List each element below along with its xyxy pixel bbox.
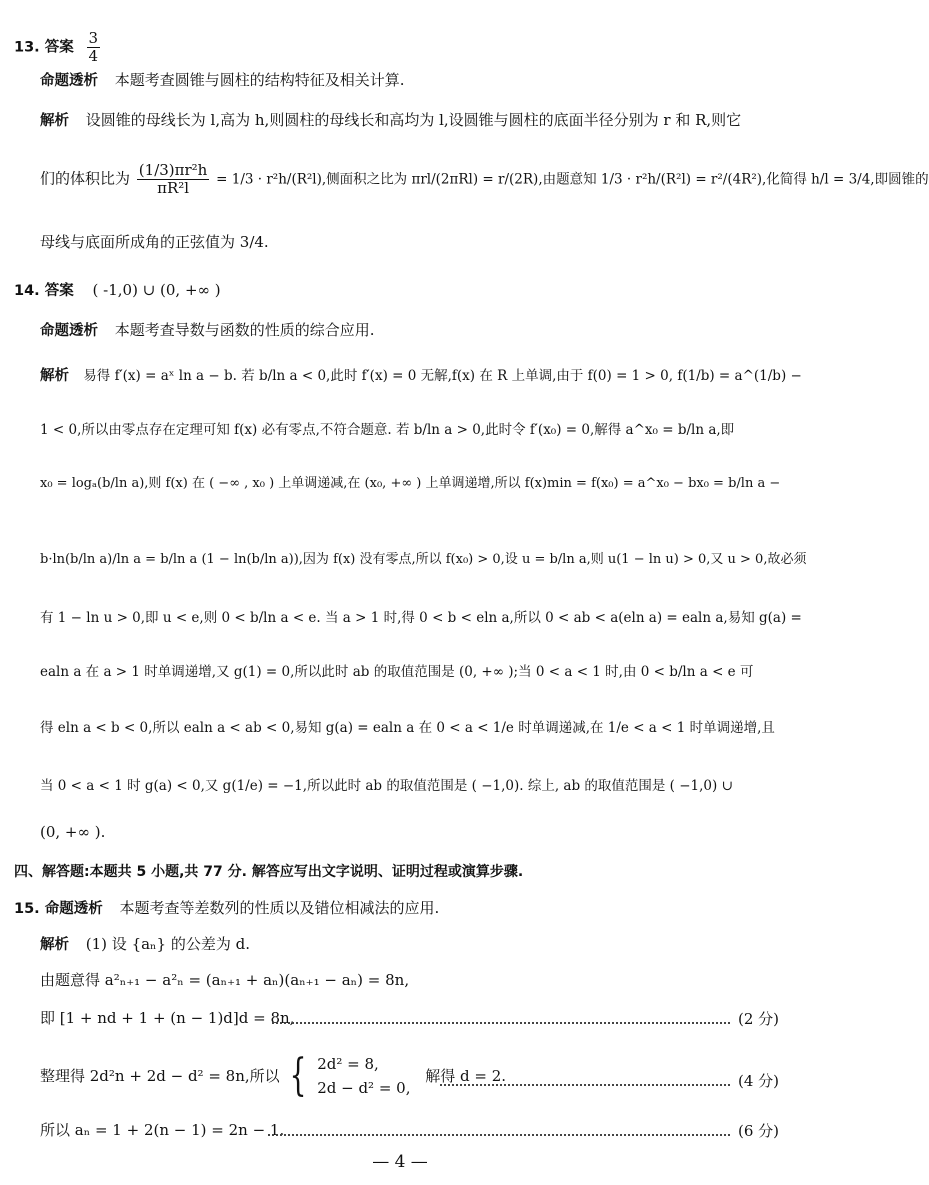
q14-analysis-label: 解析 xyxy=(40,368,69,384)
q13-insight-line xyxy=(40,70,840,91)
q13-analysis-line1 xyxy=(40,110,840,131)
leader-dots xyxy=(440,1084,730,1086)
q14-line-1: 1 < 0,所以由零点存在定理可知 f(x) 必有零点,不符合题意. 若 b/ln a > 0,此时令 f′(x₀) = 0,解得 a^x₀ = b/ln a,即 xyxy=(40,422,735,438)
q14-label: 14. 答案 xyxy=(14,283,74,299)
q15-line-c-pre: 整理得 2d²n + 2d − d² = 8n,所以 xyxy=(40,1067,280,1085)
q13-answer xyxy=(87,30,101,65)
q15-insight: 本题考查等差数列的性质以及错位相减法的应用. xyxy=(119,899,440,917)
q15-line-c-post: 解得 d = 2. xyxy=(425,1067,507,1085)
system-eq-2: 2d − d² = 0, xyxy=(317,1079,411,1097)
q14-header xyxy=(14,280,814,301)
q14-line-3: b·ln(b/ln a)/ln a = b/ln a (1 − ln(b/ln a)),因为 f(x) 没有零点,所以 f(x₀) > 0,设 u = b/ln a,则 u(1 − ln u) > 0,又 u > 0,故必须 xyxy=(40,552,807,567)
q15-line-d: 所以 aₙ = 1 + 2(n − 1) = 2n − 1. xyxy=(40,1121,285,1139)
q14-line-6: 得 eln a < b < 0,所以 ealn a < ab < 0,易知 g(a) = ealn a 在 0 < a < 1/e 时单调递减,在 1/e < a < 1 时单调递增,且 xyxy=(40,720,775,736)
q13-analysis-line3: 母线与底面所成角的正弦值为 3/4. xyxy=(40,233,269,251)
q13-analysis-line2 xyxy=(40,161,929,197)
q14-answer: ( -1,0) ∪ (0, +∞ ) xyxy=(92,281,221,299)
leader-dots xyxy=(272,1022,730,1024)
q13-answer-num: 3 xyxy=(88,29,99,47)
q13-answer-den: 4 xyxy=(88,47,99,65)
q15-header xyxy=(14,898,814,919)
q13-line2-a: 们的体积比为 xyxy=(40,169,131,188)
q15-part1: (1) 设 {aₙ} 的公差为 d. xyxy=(85,935,250,953)
q13-insight: 本题考查圆锥与圆柱的结构特征及相关计算. xyxy=(114,71,405,89)
q14-insight-label: 命题透析 xyxy=(40,323,98,339)
q15-analysis-label: 解析 xyxy=(40,937,69,953)
q15-line-a: 由题意得 a²ₙ₊₁ − a²ₙ = (aₙ₊₁ + aₙ)(aₙ₊₁ − aₙ) = 8n, xyxy=(40,971,410,989)
q14-line-8: (0, +∞ ). xyxy=(40,823,106,841)
score-6: (6 分) xyxy=(738,1122,780,1140)
q14-line-4: 有 1 − ln u > 0,即 u < e,则 0 < b/ln a < e. 当 a > 1 时,得 0 < b < eln a,所以 0 < ab < a(eln a) = ealn a,易知 g(a) = xyxy=(40,610,802,626)
q14-insight: 本题考查导数与函数的性质的综合应用. xyxy=(114,321,375,339)
q13-label: 13. 答案 xyxy=(14,39,74,56)
q14-line-7: 当 0 < a < 1 时 g(a) < 0,又 g(1/e) = −1,所以此时 ab 的取值范围是 ( −1,0). 综上, ab 的取值范围是 ( −1,0) ∪ xyxy=(40,778,733,794)
score-4: (4 分) xyxy=(738,1072,780,1090)
q13-volume-ratio: $\frac{\text{(1/3)πr²h}}{\text{πR²l}}$ xyxy=(138,161,208,197)
page-number: — 4 — xyxy=(372,1152,428,1172)
section-heading: 四、解答题:本题共 5 小题,共 77 分. 解答应写出文字说明、证明过程或演算步骤. xyxy=(14,864,524,880)
q15-label: 15. 命题透析 xyxy=(14,901,103,917)
system-brace: { xyxy=(290,1050,307,1101)
q14-line-2: x₀ = logₐ(b/ln a),则 f(x) 在 ( −∞ , x₀ ) 上单调递减,在 (x₀, +∞ ) 上单调递增,所以 f(x)min = f(x₀) = a^x₀ − bx₀ = b/ln a − xyxy=(40,476,781,491)
q14-line-0 xyxy=(40,366,840,386)
q13-insight-label: 命题透析 xyxy=(40,73,98,89)
q14-text-0: 易得 f′(x) = aˣ ln a − b. 若 b/ln a < 0,此时 f′(x) = 0 无解,f(x) 在 R 上单调,由于 f(0) = 1 > 0, f(1/b) = a^(1/b) − xyxy=(83,368,802,384)
q15-line-c xyxy=(40,1052,840,1108)
leader-dots xyxy=(268,1134,730,1136)
q14-line-5: ealn a 在 a > 1 时单调递增,又 g(1) = 0,所以此时 ab 的取值范围是 (0, +∞ );当 0 < a < 1 时,由 0 < b/ln a < e 可 xyxy=(40,664,754,680)
system-eq-1: 2d² = 8, xyxy=(317,1055,379,1073)
q13-analysis-label: 解析 xyxy=(40,113,69,129)
equation-system xyxy=(317,1052,410,1100)
q15-line-b: 即 [1 + nd + 1 + (n − 1)d]d = 8n, xyxy=(40,1009,295,1027)
q13-line1: 设圆锥的母线长为 l,高为 h,则圆柱的母线长和高均为 l,设圆锥与圆柱的底面半径分别为 r 和 R,则它 xyxy=(85,111,742,129)
q13-header xyxy=(14,30,814,65)
q15-analysis-line xyxy=(40,934,840,955)
score-2: (2 分) xyxy=(738,1010,780,1028)
q14-insight-line xyxy=(40,320,840,341)
q13-line2-b: = 1/3 · r²h/(R²l),侧面积之比为 πrl/(2πRl) = r/(2R),由题意知 1/3 · r²h/(R²l) = r²/(4R²),化简得 h/l = 3/4,即圆锥的 xyxy=(216,171,929,188)
